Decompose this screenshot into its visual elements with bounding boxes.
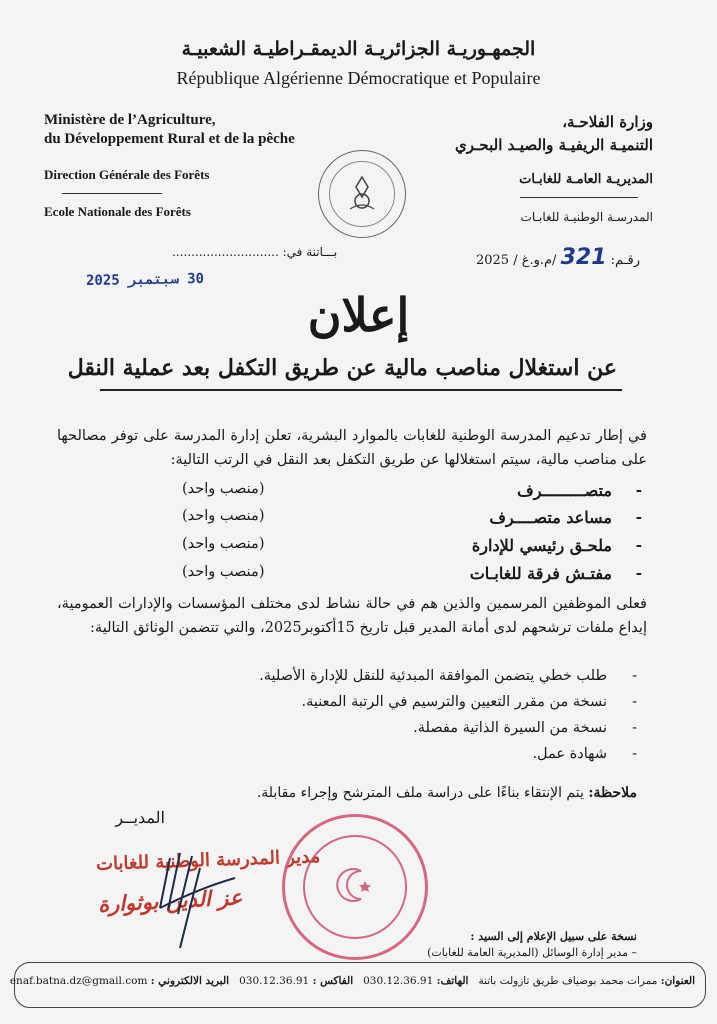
emblem-icon — [344, 173, 380, 213]
remark-label: ملاحظة: — [588, 785, 637, 801]
crescent-star-icon — [333, 863, 377, 907]
rule-fr — [62, 193, 162, 194]
post-item: - مفتـش فرقة للغابـات (منصب واحد) — [182, 564, 642, 583]
subtitle-underline — [100, 389, 622, 391]
ref-number: 321 — [560, 245, 607, 270]
post-count: (منصب واحد) — [182, 564, 265, 580]
footer-contact-box — [9, 962, 706, 1008]
document-text: شهادة عمل. — [532, 746, 607, 762]
copy-to-item: – مدير إدارة الوسائل (المديرية العامة للغابات) — [427, 946, 637, 959]
post-count: (منصب واحد) — [182, 508, 265, 524]
remark-text: يتم الإنتقاء بناءًا على دراسة ملف المترشح وإجراء مقابلة. — [256, 785, 589, 801]
instructions-paragraph: فعلى الموظفين المرسمين والذين هم في حالة نشاط لدى مختلف المؤسسات والإدارات العمومية، إيداع ملفات ترشحهم لدى أمانة المدير قبل تاريخ 15أكتوبر2025، والتي تتضمن الوثائق التالية: — [57, 596, 647, 636]
document-text: طلب خطي يتضمن الموافقة المبدئية للنقل للإدارة الأصلية. — [259, 668, 607, 684]
post-count: (منصب واحد) — [182, 481, 265, 497]
copy-to-title: نسخة على سبيل الإعلام إلى السيد : — [470, 930, 637, 943]
done-at-line: بـــاتنة في: ............................ — [172, 245, 338, 259]
school-fr: Ecole Nationale des Forêts — [44, 204, 191, 219]
ref-suffix: /م.و.غ / 2025 — [475, 253, 557, 268]
post-title: ملحـق رئيسي للإدارة — [471, 536, 612, 555]
republic-title-fr: République Algérienne Démocratique et Populaire — [176, 68, 541, 88]
post-title: مفتـش فرقة للغابـات — [469, 564, 612, 583]
reference-number — [470, 245, 640, 270]
footer-fax: 030.12.36.91 — [239, 975, 310, 987]
footer-email: enaf.batna.dz@gmail.com — [9, 975, 148, 987]
dg-fr: Direction Générale des Forêts — [44, 167, 210, 182]
post-item: - ملحـق رئيسي للإدارة (منصب واحد) — [182, 536, 642, 555]
signature-title: مدير المدرسة الوطنية للغابات — [95, 846, 321, 875]
post-count: (منصب واحد) — [182, 536, 265, 552]
document-text: نسخة من السيرة الذاتية مفصلة. — [413, 720, 607, 736]
document-item: - شهادة عمل. — [532, 746, 637, 762]
document-item: - طلب خطي يتضمن الموافقة المبدئية للنقل للإدارة الأصلية. — [259, 668, 637, 684]
ministry-fr-line2: du Développement Rural et de la pêche — [44, 131, 295, 147]
footer-text: العنوان: ممرات محمد بوضياف طريق تازولت باتنة الهاتف: 030.12.36.91 الفاكس : 030.12.36.91 البريد الالكتروني : enaf.batna.dz@gmail.com — [9, 975, 695, 987]
document-item: - نسخة من مقرر التعيين والترسيم في الرتبة المعنية. — [301, 694, 637, 710]
post-title: متصـــــــــرف — [517, 481, 612, 500]
date-stamp: 30 سبتمبر 2025 — [85, 270, 205, 290]
signature-name: عز الدين بوثوارة — [97, 884, 243, 917]
footer-phone: 030.12.36.91 — [363, 975, 434, 987]
ministry-ar-line2: التنميـة الريفيـة والصيـد البحـري — [455, 136, 653, 154]
remark-line — [257, 785, 637, 801]
ministry-ar-line1: وزارة الفلاحـة، — [562, 113, 653, 131]
dg-ar: المديريـة العامـة للغابـات — [519, 172, 653, 187]
document-text: نسخة من مقرر التعيين والترسيم في الرتبة المعنية. — [301, 694, 607, 710]
announcement-title: إعلان — [307, 288, 410, 342]
school-seal-logo — [318, 150, 406, 238]
school-ar: المدرسـة الوطنيـة للغابـات — [520, 210, 653, 224]
ref-prefix: رقـم: — [610, 253, 640, 268]
post-item: - مساعد متصــــرف (منصب واحد) — [182, 508, 642, 527]
footer-address: ممرات محمد بوضياف طريق تازولت باتنة — [478, 975, 658, 987]
official-round-stamp — [282, 814, 428, 960]
handwritten-signature — [140, 848, 250, 958]
director-label: المديــر — [115, 808, 165, 827]
rule-ar — [520, 197, 638, 198]
ministry-fr-line1: Ministère de l’Agriculture, — [44, 112, 216, 128]
intro-paragraph: في إطار تدعيم المدرسة الوطنية للغابات بالموارد البشرية، تعلن إدارة المدرسة على توفر مصالحها على مناصب مالية، سيتم استغلالها عن طريق التكفل بعد النقل في الرتب التالية: — [57, 428, 647, 468]
post-item: - متصـــــــــرف (منصب واحد) — [182, 481, 642, 500]
announcement-subtitle: عن استغلال مناصب مالية عن طريق التكفل بعد عملية النقل — [67, 355, 617, 381]
document-item: - نسخة من السيرة الذاتية مفصلة. — [413, 720, 637, 736]
post-title: مساعد متصــــرف — [489, 508, 612, 527]
republic-title-ar: الجمهـوريـة الجزائريـة الديمقـراطيـة الشعبيـة — [181, 38, 536, 60]
